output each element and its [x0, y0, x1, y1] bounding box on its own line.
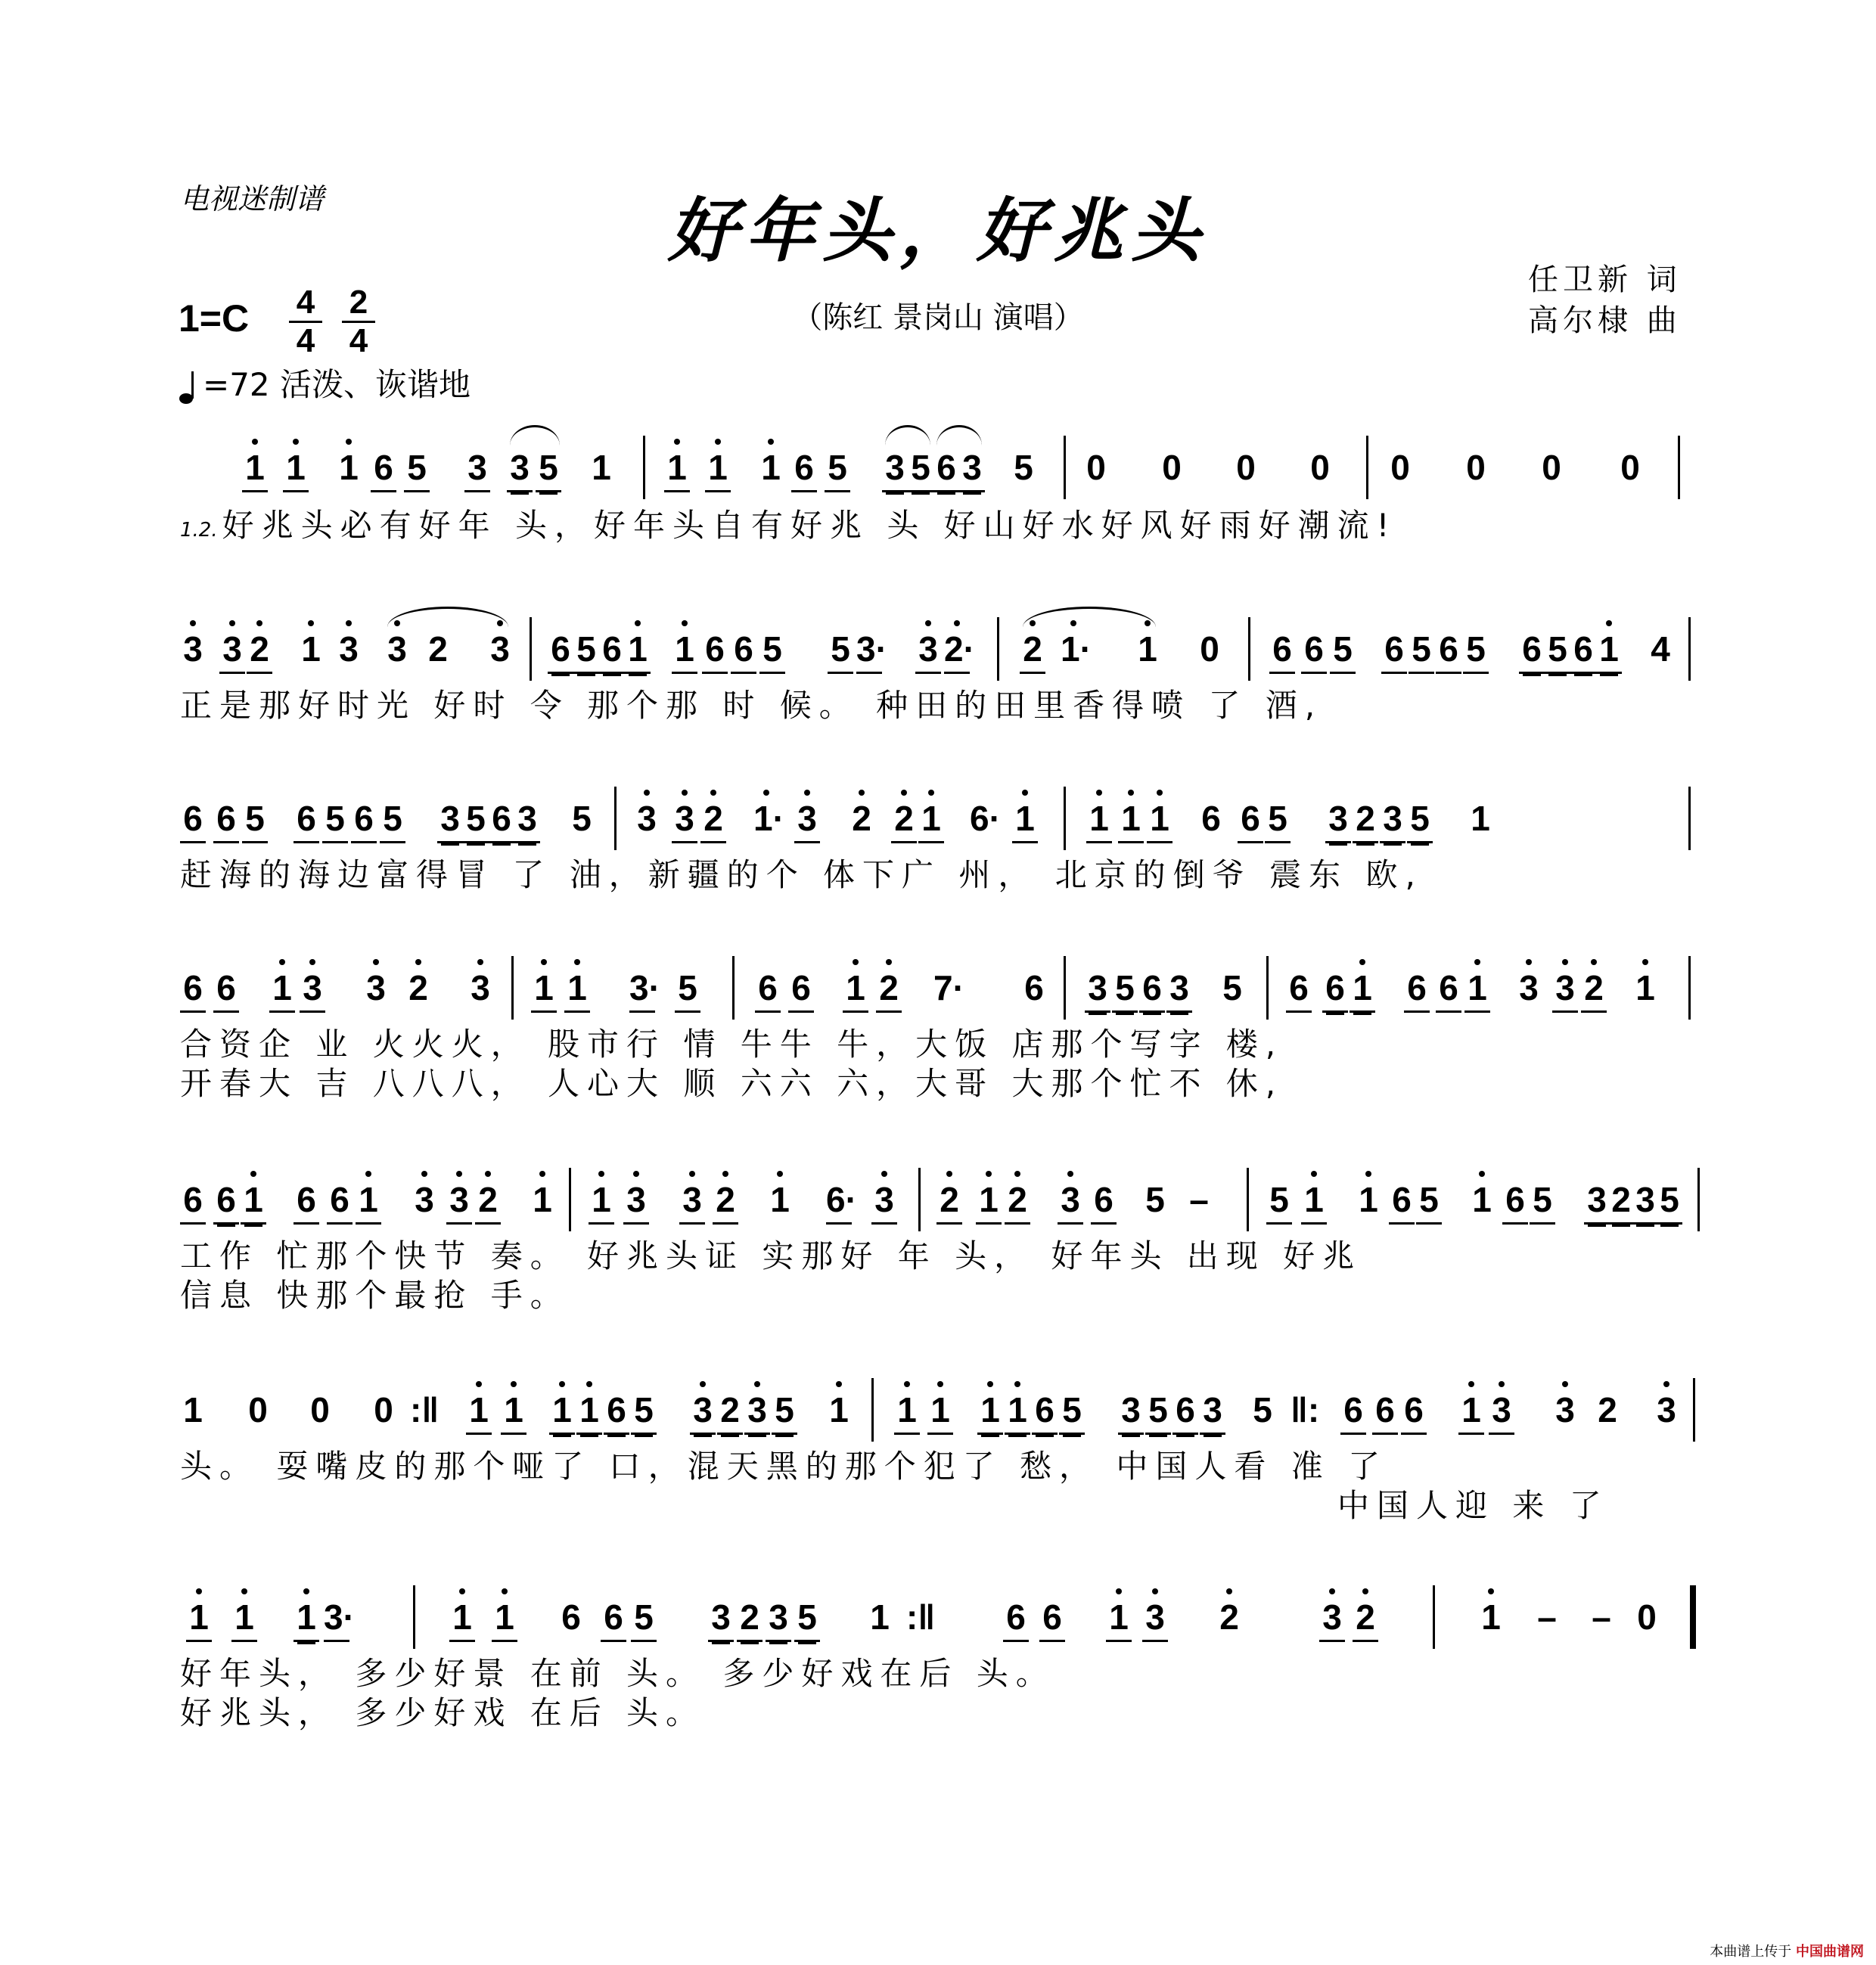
notation-line: 3 3 2 1 3 3 2 3 6 5 6 1 1 6 6 5 5 3· 3 2· 2 1· 1 0 6 6 5 6 5 6 5 6 5 6 1 4: [180, 626, 1693, 687]
key-signature: 1=C: [179, 297, 250, 340]
composer-credit: 高尔棣 曲: [1528, 303, 1682, 338]
time-signature-2-4: 2 4: [342, 286, 375, 358]
lyric-line-1: 正是那好时光 好时 令 那个那 时 候。 种田的田里香得喷 了 酒,: [180, 687, 1323, 724]
notation-line: 1 0 0 0 :‖ 1 1 1 1 6 5 3 2 3 5 1 1 1 1 1 6 5 3 5 6 3 5 ‖: 6 6 6 1 3 3 2 3: [180, 1387, 1693, 1448]
repeat-end-sign: :‖: [906, 1597, 936, 1637]
notation-line: 6 6 1 6 6 1 3 3 2 1 1 3 3 2 1 6· 3 2 1 2 3 6 5 – 5 1 1 6 5 1 6 5 3 2 3 5: [180, 1177, 1693, 1237]
performers: （陈红 景岗山 演唱）: [792, 300, 1084, 335]
lyric-line-2: 中国人迎 来 了: [1337, 1487, 1609, 1524]
notation-line: 6 6 1 3 3 2 3 1 1 3· 5 6 6 1 2 7· 6 3 5 6 3 5 6 6 1 6 6 1 3 3 2 1: [180, 965, 1693, 1026]
notation-line: 6 6 5 6 5 6 5 3 5 6 3 5 3 3 2 1· 3 2 2 1 6· 1 1 1 1 6 6 5 3 2 3 5 1: [180, 796, 1693, 856]
repeat-end-sign: :‖: [410, 1390, 439, 1430]
quarter-note-icon: [179, 370, 198, 405]
time-signature-4-4: 4 4: [289, 286, 322, 358]
lyric-line-2: 好兆头， 多少好戏 在后 头。: [180, 1694, 706, 1731]
repeat-start-sign: ‖:: [1291, 1390, 1320, 1430]
tempo-marking: =72 活泼、诙谐地: [179, 360, 471, 405]
lyric-line-1: 头。 耍嘴皮的那个哑了 口，混天黑的那个犯了 愁， 中国人看 准 了: [180, 1448, 1388, 1485]
verse-marker: 1.2.: [180, 519, 218, 542]
lyricist-credit: 任卫新 词: [1528, 262, 1682, 297]
notation-line: 1 1 1 6 5 3 3 5 1 1 1 1 6 5 3 5 6 3 5 0 0 0 0 0 0 0 0: [180, 445, 1693, 505]
lyric-line-1: 合资企 业 火火火， 股市行 情 牛牛 牛，大饭 店那个写字 楼,: [180, 1026, 1284, 1063]
lyric-line-2: 信息 快那个最抢 手。: [180, 1277, 570, 1314]
lyric-line-1: 好年头， 多少好景 在前 头。 多少好戏在后 头。: [180, 1655, 1055, 1692]
notation-line: 1 1 1 3· 1 1 6 6 5 3 2 3 5 1 :‖ 6 6 1 3 2 3 2 1 – – 0: [180, 1594, 1693, 1655]
footer-watermark: 本曲谱上传于 中国曲谱网: [1710, 1944, 1864, 1960]
lyric-line-1: 赶海的海边富得冒 了 油，新疆的个 体下广 州， 北京的倒爷 震东 欧,: [180, 856, 1423, 893]
transcriber-credit: 电视迷制谱: [180, 182, 325, 216]
lyric-line-1: 1.2. 好兆头必有好年 头，好年头自有好兆 头 好山好水好风好雨好潮流!: [180, 507, 1397, 544]
site-logo: 中国曲谱网: [1796, 1944, 1864, 1960]
song-title: 好年头，好兆头: [667, 190, 1208, 272]
lyric-line-2: 开春大 吉 八八八， 人心大 顺 六六 六，大哥 大那个忙不 休,: [180, 1065, 1284, 1102]
lyric-line-1: 工作 忙那个快节 奏。 好兆头证 实那好 年 头， 好年头 出现 好兆: [180, 1237, 1362, 1274]
